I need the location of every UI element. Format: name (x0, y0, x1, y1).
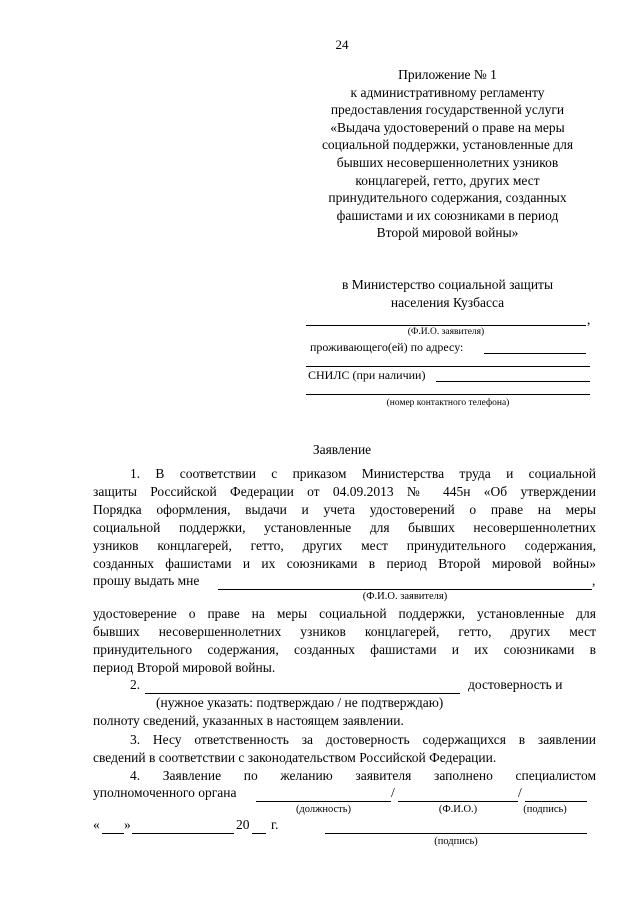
authority-label: уполномоченного органа (93, 785, 237, 800)
position-caption: (должность) (295, 804, 352, 815)
paragraph-line: Порядка оформления, выдачи и учета удостоверений о праве на меры (93, 502, 596, 517)
request-fio-field[interactable] (218, 589, 592, 590)
address-field[interactable] (484, 353, 586, 354)
paragraph-1 (93, 465, 596, 573)
addressee-line: в Министерство социальной защиты (341, 277, 554, 292)
address-field-extra[interactable] (306, 366, 590, 367)
snils-label: СНИЛС (при наличии) (308, 368, 426, 382)
slash: / (391, 785, 395, 800)
appendix-line: концлагерей, гетто, других мест (355, 172, 540, 188)
signature-caption: (подпись) (523, 804, 567, 815)
date-open-quote: « (93, 817, 100, 832)
appendix-line: предоставления государственной услуги (330, 102, 565, 118)
addressee-block (300, 276, 595, 311)
appendix-line: Приложение № 1 (398, 67, 497, 82)
appendix-line: «Выдача удостоверений о праве на меры (330, 119, 565, 135)
applicant-signature-field[interactable] (325, 833, 587, 834)
paragraph-line: период Второй мировой войны. (93, 660, 276, 675)
fio-applicant-field[interactable] (306, 325, 586, 326)
slash: / (518, 785, 522, 800)
paragraph-line: 3. Несу ответственность за достоверность содержащихся в заявлении (130, 732, 596, 747)
appendix-line: к административному регламенту (350, 84, 545, 100)
applicant-signature-caption: (подпись) (434, 836, 478, 847)
paragraph-2-tail: достоверность и (468, 677, 563, 692)
snils-field[interactable] (436, 381, 590, 382)
paragraph-2-number: 2. (130, 677, 141, 692)
phone-caption: (номер контактного телефона) (386, 398, 510, 408)
appendix-line: Второй мировой войны» (376, 225, 519, 241)
month-field[interactable] (132, 833, 234, 834)
request-fio-caption: (Ф.И.О. заявителя) (362, 591, 448, 602)
paragraph-line: 1. В соответствии с приказом Министерства труда и социальной (130, 466, 596, 481)
paragraph-line: сведений в соответствии с законодательством Российской Федерации. (93, 750, 497, 765)
paragraph-3 (93, 731, 596, 767)
fio-caption: (Ф.И.О.) (438, 804, 478, 815)
paragraph-1-continuation (93, 605, 596, 677)
paragraph-2-last-line: полноту сведений, указанных в настоящем заявлении. (93, 713, 404, 728)
paragraph-line: бывших несовершеннолетних узников концлагерей, гетто, других мест (93, 624, 596, 639)
request-suffix: , (592, 573, 596, 588)
year-suffix: г. (271, 817, 279, 832)
paragraph-4 (93, 767, 596, 785)
request-prefix: прошу выдать мне (93, 573, 200, 588)
fio-comma: , (587, 312, 591, 327)
phone-field[interactable] (306, 394, 590, 395)
document-title: Заявление (312, 442, 372, 457)
paragraph-line: социальной поддержки, установленные для бывших несовершеннолетних (93, 520, 596, 535)
addressee-line: населения Кузбасса (390, 294, 505, 310)
page-number: 24 (335, 37, 349, 52)
appendix-line: принудительного содержания, созданных (328, 190, 567, 206)
day-field[interactable] (102, 833, 124, 834)
specialist-position-field[interactable] (256, 801, 391, 802)
fio-caption: (Ф.И.О. заявителя) (407, 327, 485, 337)
confirmation-caption: (нужное указать: подтверждаю / не подтверждаю) (156, 695, 444, 710)
appendix-header (300, 66, 595, 242)
address-label: проживающего(ей) по адресу: (310, 340, 464, 354)
year-prefix: 20 (236, 817, 250, 832)
paragraph-line: удостоверение о праве на меры социальной поддержки, установленные для (93, 606, 596, 621)
date-close-quote: » (124, 817, 131, 832)
paragraph-line: созданных фашистами и их союзниками в период Второй мировой войны» (93, 556, 596, 571)
year-field[interactable] (252, 833, 266, 834)
specialist-fio-field[interactable] (398, 801, 518, 802)
paragraph-line: принудительного содержания, созданных фашистами и их союзниками в (93, 642, 596, 657)
paragraph-line: защиты Российской Федерации от 04.09.2013 № 445н «Об утверждении (93, 484, 596, 499)
specialist-signature-field[interactable] (525, 801, 587, 802)
appendix-line: бывших несовершеннолетних узников (336, 154, 559, 170)
appendix-line: фашистами и их союзниками в период (336, 207, 559, 223)
appendix-line: социальной поддержки, установленные для (321, 137, 574, 153)
paragraph-line: узников концлагерей, гетто, других мест принудительного содержания, (93, 538, 596, 553)
paragraph-line: 4. Заявление по желанию заявителя заполнено специалистом (130, 768, 596, 783)
confirmation-field[interactable] (145, 693, 460, 694)
